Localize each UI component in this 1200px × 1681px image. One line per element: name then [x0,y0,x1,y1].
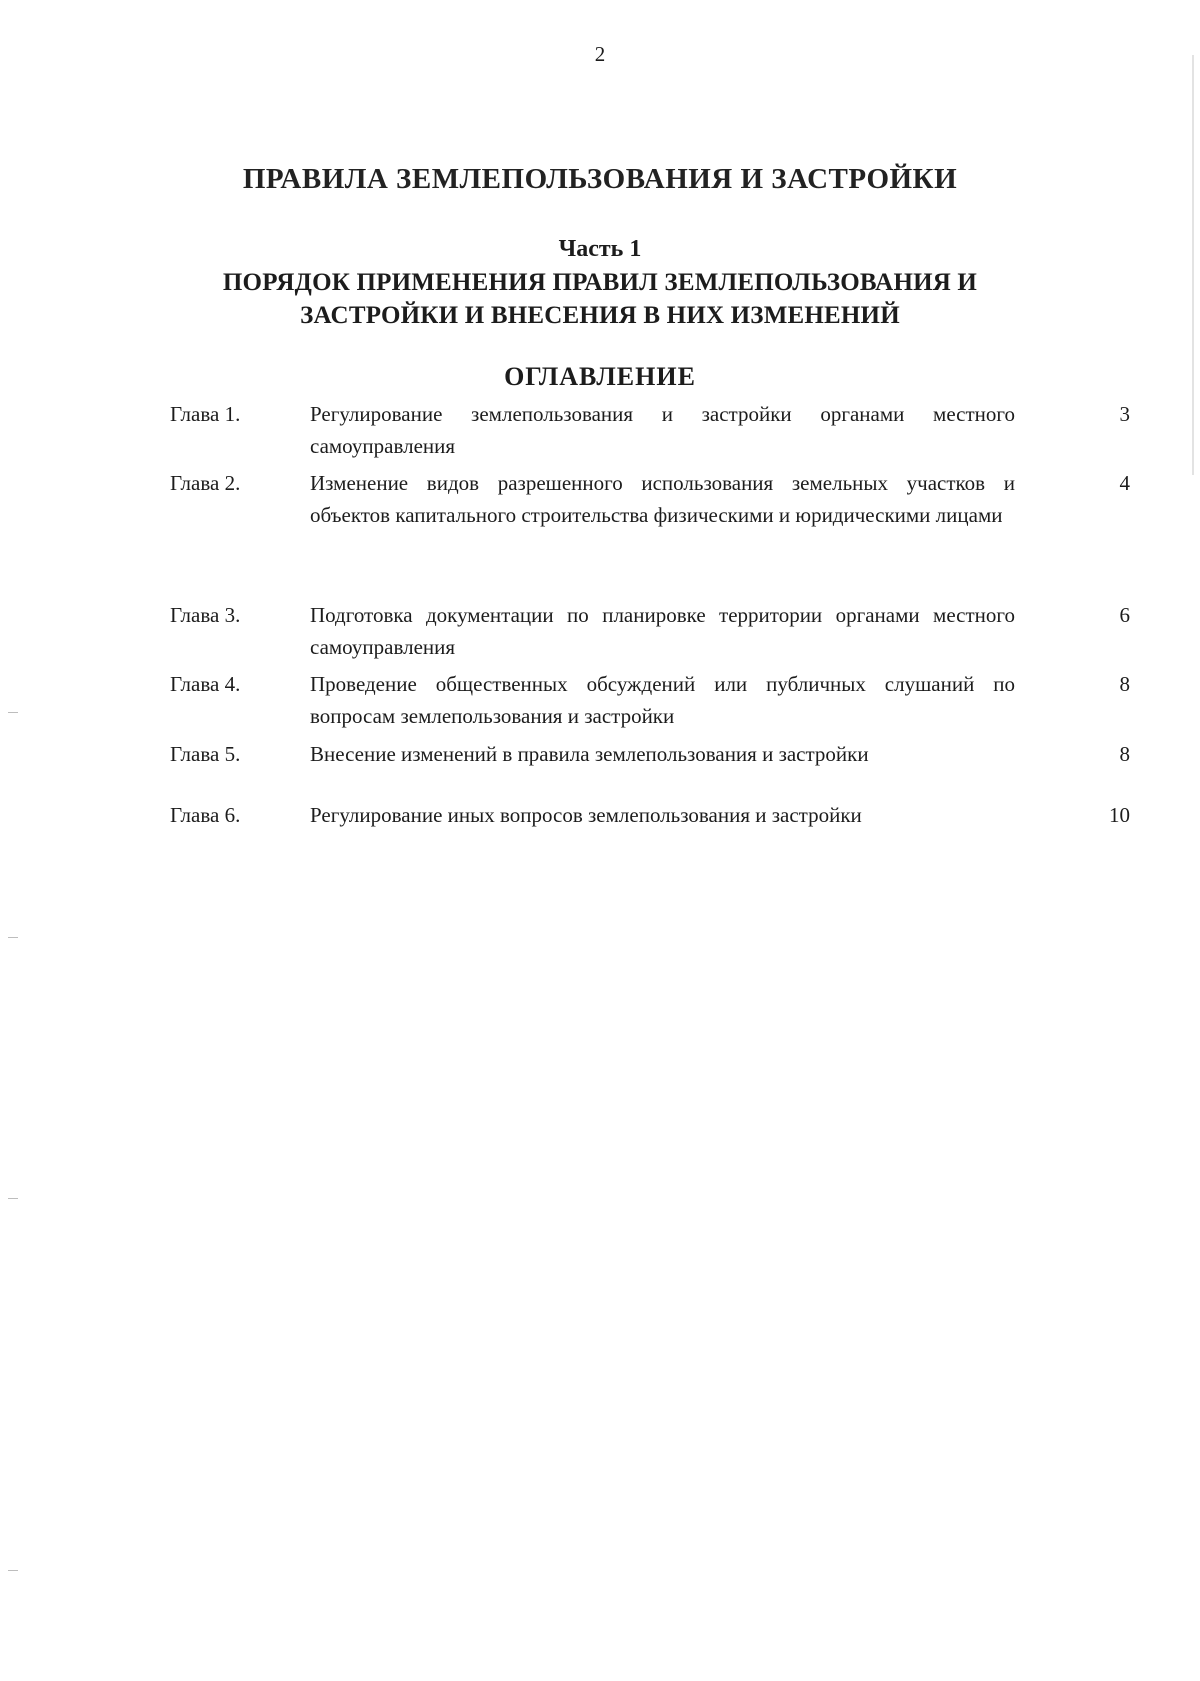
toc-page-number: 8 [1119,672,1130,696]
page-number: 2 [594,42,606,66]
toc-page-number: 6 [1119,603,1130,627]
toc-page-number: 10 [1109,803,1130,827]
toc-page-number: 8 [1119,742,1130,766]
toc-chapter-number: Глава 4. [170,672,241,696]
scan-margin-mark [8,712,18,713]
toc-chapter-title: Регулирование землепользования и застройки органами местного самоуправления [310,402,1015,458]
part-title-line-1: ПОРЯДОК ПРИМЕНЕНИЯ ПРАВИЛ ЗЕМЛЕПОЛЬЗОВАНИЯ И [222,269,978,296]
scan-margin-mark [8,1570,18,1571]
toc-chapter-number: Глава 1. [170,402,241,426]
toc-chapter-number: Глава 2. [170,471,241,495]
toc-chapter-number: Глава 6. [170,803,241,827]
toc-chapter-title: Подготовка документации по планировке территории органами местного самоуправления [310,603,1015,659]
toc-heading: ОГЛАВЛЕНИЕ [504,362,696,391]
toc-page-number: 3 [1119,402,1130,426]
document-title: ПРАВИЛА ЗЕМЛЕПОЛЬЗОВАНИЯ И ЗАСТРОЙКИ [242,163,958,195]
part-title-line-2: ЗАСТРОЙКИ И ВНЕСЕНИЯ В НИХ ИЗМЕНЕНИЙ [300,302,900,329]
toc-chapter-title: Проведение общественных обсуждений или публичных слушаний по вопросам землепользования и застройки [310,672,1015,728]
toc-chapter-number: Глава 5. [170,742,241,766]
toc-chapter-number: Глава 3. [170,603,241,627]
part-label: Часть 1 [558,236,642,262]
toc-chapter-title: Регулирование иных вопросов землепользования и застройки [310,803,862,827]
toc-chapter-title: Внесение изменений в правила землепользования и застройки [310,742,869,766]
scan-margin-mark [8,937,18,938]
part-title [200,266,1000,332]
toc-chapter-title: Изменение видов разрешенного использования земельных участков и объектов капитального строительства физическими и юридическими лицами [310,471,1015,527]
scan-edge-shadow [1192,55,1194,475]
toc-page-number: 4 [1119,471,1130,495]
scan-margin-mark [8,1198,18,1199]
